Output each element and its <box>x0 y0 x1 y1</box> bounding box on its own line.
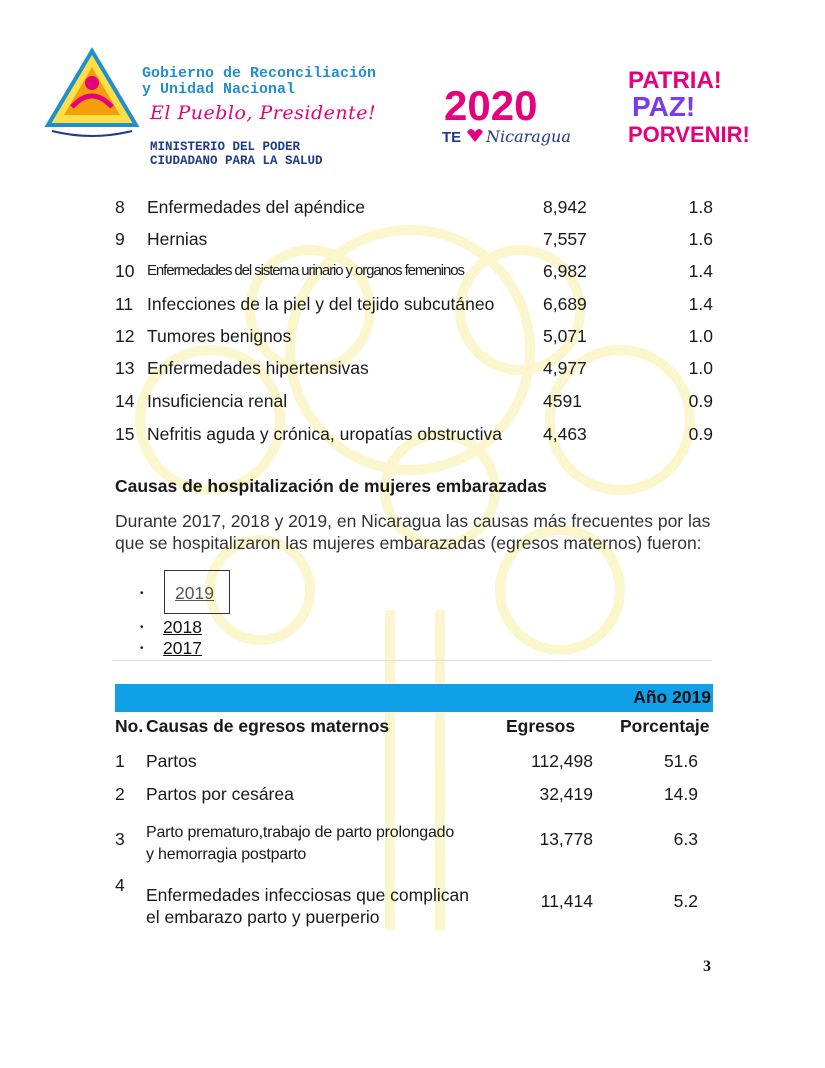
row-cause: Nefritis aguda y crónica, uropatías obstructiva <box>147 424 503 444</box>
year-header-bar <box>115 684 713 712</box>
row-cause <box>146 822 516 866</box>
year-link-2017[interactable]: 2017 <box>163 638 202 658</box>
paragraph-line-1: Durante 2017, 2018 y 2019, en Nicaragua las causas más frecuentes por las <box>115 511 711 531</box>
table-row <box>115 194 725 220</box>
row-value: 4,977 <box>543 358 587 378</box>
row-cause <box>146 783 516 805</box>
col-header-porcentaje: Porcentaje <box>620 716 710 736</box>
row-percent: 51.6 <box>663 751 698 771</box>
row-number: 13 <box>115 358 135 378</box>
row-percent: 1.4 <box>688 294 713 314</box>
row-number: 3 <box>115 829 125 849</box>
paz-text: PAZ! <box>632 91 696 122</box>
row-percent: 1.0 <box>688 358 713 378</box>
row-number: 9 <box>115 229 125 249</box>
row-cause-line1: Partos por cesárea <box>146 784 294 804</box>
row-value: 11,414 <box>540 891 593 911</box>
row-number: 11 <box>115 294 134 314</box>
row-value: 32,419 <box>539 784 593 804</box>
year-2020-te-text: TE <box>442 129 462 146</box>
row-value: 8,942 <box>543 197 587 217</box>
year-link-2019-selected[interactable] <box>164 570 230 614</box>
table-row <box>115 750 725 772</box>
row-number: 14 <box>115 391 135 411</box>
section-title: Causas de hospitalización de mujeres embarazadas <box>115 476 547 496</box>
divider <box>112 660 712 661</box>
row-cause <box>146 884 516 928</box>
government-emblem-logo <box>42 45 142 140</box>
row-cause-line1: Enfermedades infecciosas que complican <box>146 885 469 905</box>
year-header-label: Año 2019 <box>633 687 711 707</box>
ministry-name-line1: MINISTERIO DEL PODER <box>150 140 301 154</box>
table-row <box>115 323 725 349</box>
table-row <box>115 822 725 866</box>
row-value: 5,071 <box>543 326 587 346</box>
row-value: 6,982 <box>543 261 587 281</box>
bullet-icon: • <box>140 622 144 633</box>
table-row <box>115 388 725 414</box>
row-percent: 14.9 <box>663 784 698 804</box>
col-header-no: No. <box>115 716 144 736</box>
row-number: 15 <box>115 424 135 444</box>
row-value: 4,463 <box>543 424 587 444</box>
row-number: 10 <box>115 261 135 281</box>
government-name-line2: y Unidad Nacional <box>142 81 296 98</box>
row-number: 2 <box>115 784 125 804</box>
ministry-name <box>150 140 323 168</box>
heart-icon <box>467 129 483 142</box>
row-value: 112,498 <box>531 751 593 771</box>
row-value: 4591 <box>543 391 582 411</box>
row-percent: 0.9 <box>688 391 713 411</box>
row-cause-line1: Parto prematuro,trabajo de parto prolongado <box>146 824 455 841</box>
row-cause-line1: Partos <box>146 751 197 771</box>
porvenir-text: PORVENIR! <box>628 122 750 146</box>
col-header-cause: Causas de egresos maternos <box>146 716 390 736</box>
year-2020-text: 2020 <box>444 82 538 129</box>
row-cause: Enfermedades hipertensivas <box>147 358 369 378</box>
year-link-2018[interactable]: 2018 <box>163 617 202 637</box>
row-cause: Enfermedades del apéndice <box>147 197 365 217</box>
table-row <box>115 291 725 317</box>
row-percent: 6.3 <box>673 829 698 849</box>
bullet-icon: • <box>140 643 144 654</box>
year-link-2019-label[interactable]: 2019 <box>175 583 214 603</box>
page-header <box>0 0 825 180</box>
table-row <box>115 783 725 805</box>
table-row <box>115 874 725 934</box>
row-percent: 1.4 <box>688 261 713 281</box>
row-number: 1 <box>115 751 125 771</box>
row-cause: Infecciones de la piel y del tejido subcutáneo <box>147 294 495 314</box>
table-row <box>115 226 725 252</box>
row-number: 4 <box>115 875 125 895</box>
row-cause: Tumores benignos <box>147 326 292 346</box>
row-value: 7,557 <box>543 229 587 249</box>
table-row <box>115 355 725 381</box>
section-paragraph <box>115 510 715 554</box>
row-cause: Insuficiencia renal <box>147 391 288 411</box>
row-percent: 1.0 <box>688 326 713 346</box>
row-cause-line2: y hemorragia postparto <box>146 846 307 863</box>
year-2020-logo <box>440 78 610 148</box>
page-number: 3 <box>703 958 711 975</box>
bullet-icon: • <box>140 588 144 599</box>
row-number: 8 <box>115 197 125 217</box>
row-percent: 1.8 <box>688 197 713 217</box>
col-header-egresos: Egresos <box>506 716 576 736</box>
row-cause-line2: el embarazo parto y puerperio <box>146 907 380 927</box>
government-name <box>142 66 376 98</box>
patria-text: PATRIA! <box>628 67 722 94</box>
row-percent: 1.6 <box>688 229 713 249</box>
row-cause: Enfermedades del sistema urinario y organos femeninos <box>147 262 464 279</box>
row-value: 6,689 <box>543 294 587 314</box>
table-row <box>115 258 725 284</box>
patria-paz-porvenir-logo <box>626 66 786 146</box>
paragraph-line-2: que se hospitalizaron las mujeres embarazadas (egresos maternos) fueron: <box>115 533 702 553</box>
table-row <box>115 421 725 447</box>
row-percent: 0.9 <box>688 424 713 444</box>
row-percent: 5.2 <box>673 891 698 911</box>
row-number: 12 <box>115 326 135 346</box>
row-cause <box>146 750 516 772</box>
government-name-line1: Gobierno de Reconciliación <box>142 65 377 82</box>
government-slogan: El Pueblo, Presidente! <box>150 102 377 124</box>
row-value: 13,778 <box>539 829 593 849</box>
year-2020-sub-text: Nicaragua <box>486 127 571 146</box>
ministry-name-line2: CIUDADANO PARA LA SALUD <box>150 154 323 168</box>
row-cause: Hernias <box>147 229 208 249</box>
